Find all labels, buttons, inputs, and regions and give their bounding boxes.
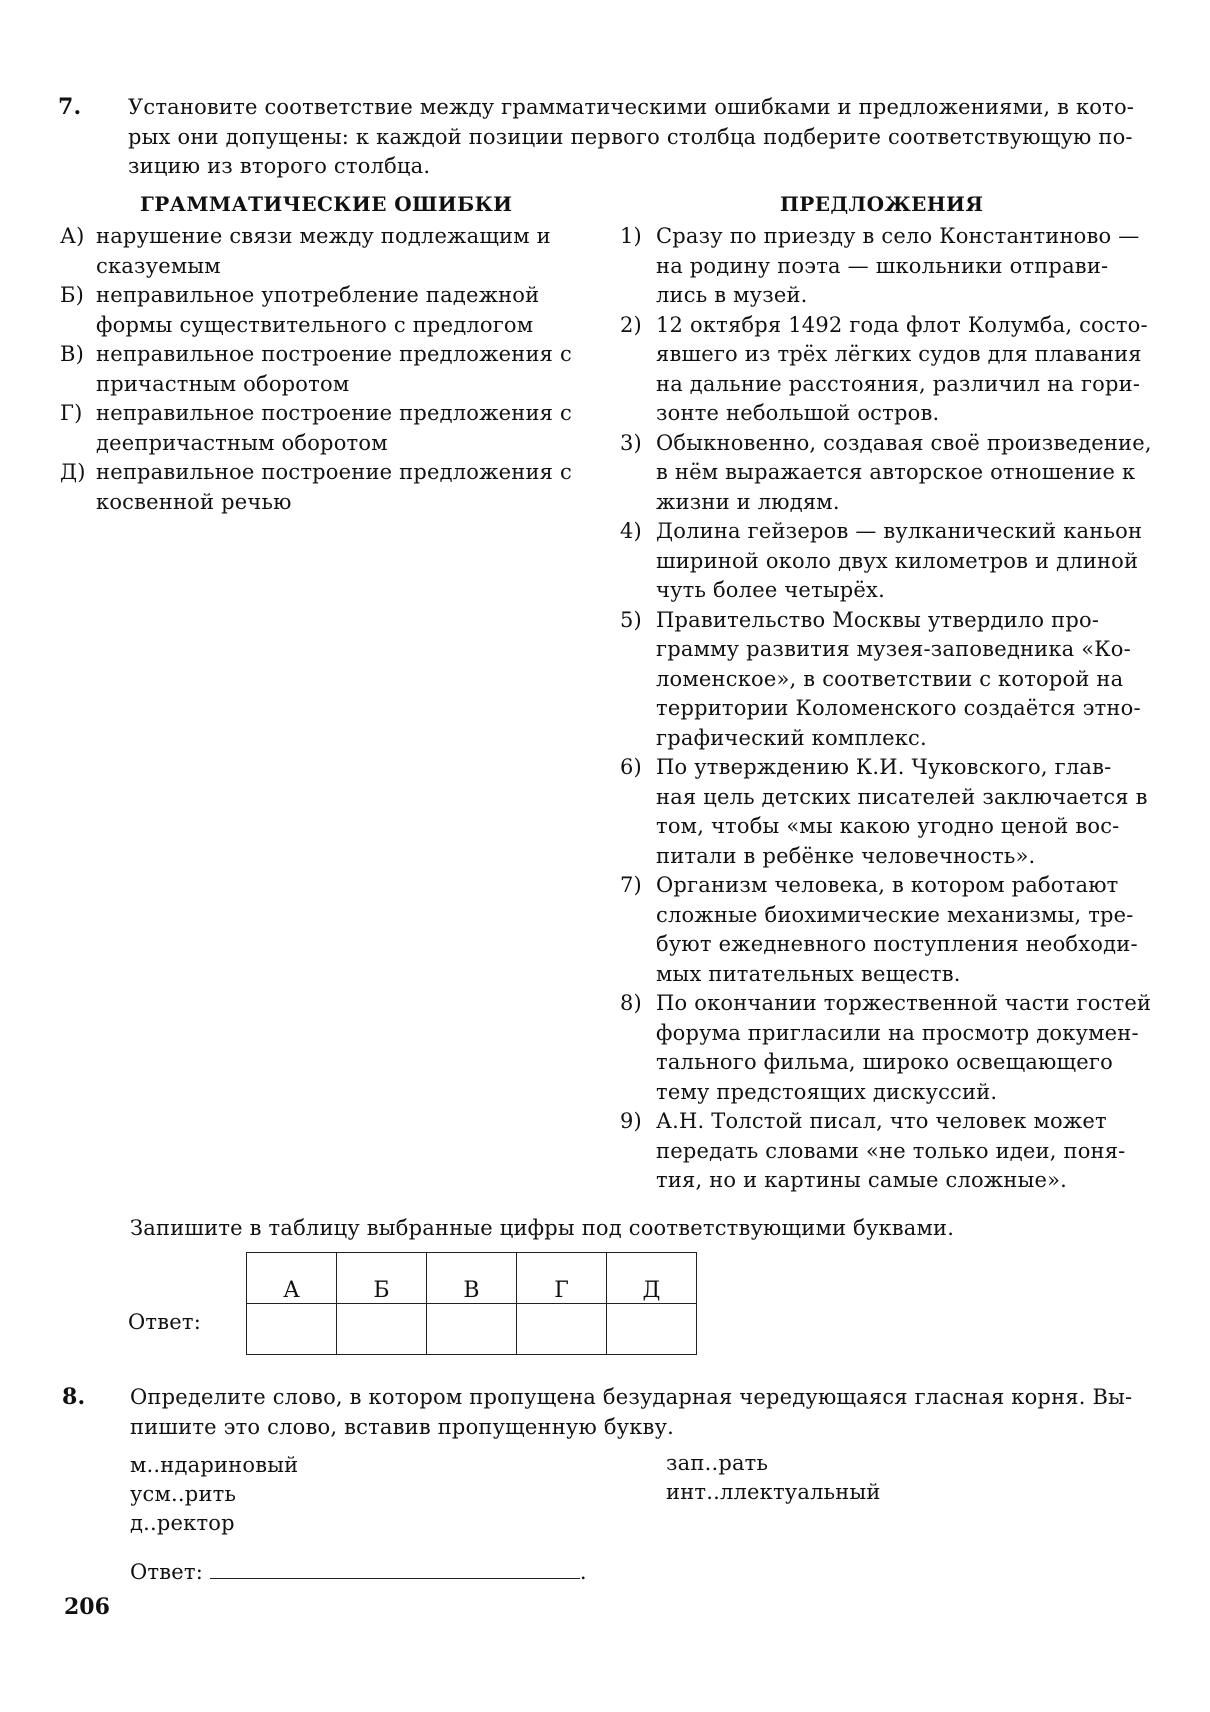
item-line: территории Коломенского создаётся этно- (656, 696, 1141, 720)
error-item (60, 399, 646, 458)
answer-cell-d[interactable] (607, 1304, 697, 1355)
task-8-intro (130, 1383, 1150, 1442)
item-line: форума пригласили на просмотр докумен- (656, 1020, 1139, 1045)
item-text (96, 399, 646, 458)
item-line: Сразу по приезду в село Константиново — (656, 224, 1140, 248)
sentence-item (620, 311, 1156, 429)
item-line: причастным оборотом (96, 371, 350, 396)
item-line: тему предстоящих дискуссий. (656, 1079, 998, 1104)
item-label: 5) (620, 607, 642, 632)
item-line: Обыкновенно, создавая своё произведение, (656, 430, 1152, 455)
item-line: том, чтобы «мы какою угодно ценой вос- (656, 814, 1120, 838)
item-line: мых питательных веществ. (656, 961, 961, 986)
item-line: передать словами «не только идеи, поня- (656, 1138, 1126, 1163)
item-label: В) (60, 342, 85, 366)
intro-line: рых они допущены: к каждой позиции первого столбца подберите соответствующую по- (128, 124, 1133, 149)
answer-period: . (579, 1560, 587, 1584)
answer-line[interactable] (210, 1556, 580, 1579)
item-line: явшего из трёх лёгких судов для плавания (656, 342, 1142, 366)
error-item (60, 281, 646, 340)
sentence-item (620, 989, 1156, 1107)
item-line: в нём выражается авторское отношение к (656, 460, 1136, 484)
answer-label: Ответ: (130, 1560, 203, 1584)
item-text (96, 458, 646, 517)
item-text (656, 311, 1156, 429)
item-line: лись в музей. (656, 283, 808, 307)
item-text (656, 871, 1156, 989)
word-option: инт..ллектуальный (666, 1480, 881, 1504)
intro-line: зицию из второго столбца. (128, 154, 431, 178)
word-option: д..ректор (130, 1511, 235, 1535)
task-7-intro (128, 93, 1148, 182)
item-label: 1) (620, 224, 642, 248)
table-instruction: Запишите в таблицу выбранные цифры под соответствующими буквами. (130, 1216, 955, 1240)
item-text (656, 429, 1156, 518)
item-line: чуть более четырёх. (656, 578, 885, 602)
item-line: ная цель детских писателей заключается в (656, 784, 1148, 809)
sentence-item (620, 606, 1156, 754)
item-line: По утверждению К.И. Чуковского, глав- (656, 755, 1112, 779)
item-line: питали в ребёнке человечность». (656, 843, 1036, 868)
item-line: По окончании торжественной части гостей (656, 991, 1152, 1015)
item-line: Долина гейзеров — вулканический каньон (656, 519, 1143, 543)
item-label: 3) (620, 430, 642, 455)
item-line: шириной около двух километров и длиной (656, 548, 1139, 573)
answer-table-header (247, 1253, 697, 1304)
item-text (656, 222, 1156, 311)
item-text (96, 222, 646, 281)
item-line: нарушение связи между подлежащим и (96, 224, 551, 248)
item-line: зонте небольшой остров. (656, 401, 940, 425)
item-text (656, 989, 1156, 1107)
error-item (60, 458, 646, 517)
answer-label: Ответ: (128, 1310, 201, 1334)
item-text (96, 340, 646, 399)
word-option: усм..рить (130, 1482, 237, 1506)
word-option: м..ндариновый (130, 1453, 299, 1477)
item-line: 12 октября 1492 года флот Колумба, состо- (656, 312, 1148, 337)
item-line: графический комплекс. (656, 725, 927, 750)
item-text (656, 753, 1156, 871)
sentence-item (620, 429, 1156, 518)
item-label: А) (60, 224, 85, 248)
item-line: грамму развития музея-заповедника «Ко- (656, 637, 1131, 661)
item-label: 4) (620, 519, 642, 543)
item-line: неправильное построение предложения с (96, 342, 572, 366)
item-line: формы существительного с предлогом (96, 312, 534, 337)
item-line: тального фильма, широко освещающего (656, 1050, 1113, 1074)
item-line: неправильное употребление падежной (96, 283, 540, 307)
item-label: 7) (620, 873, 642, 897)
answer-cell-v[interactable] (427, 1304, 517, 1355)
item-line: буют ежедневного поступления необходи- (656, 932, 1138, 956)
sentence-item (620, 1107, 1156, 1196)
answer-table-row (247, 1304, 697, 1355)
answer-cell-g[interactable] (517, 1304, 607, 1355)
answer-cell-b[interactable] (337, 1304, 427, 1355)
item-label: Б) (60, 283, 85, 307)
item-line: сложные биохимические механизмы, тре- (656, 902, 1134, 927)
page-number: 206 (64, 1594, 110, 1620)
sentence-item (620, 871, 1156, 989)
sentence-item (620, 753, 1156, 871)
column-header: Б (337, 1253, 427, 1304)
item-line: А.Н. Толстой писал, что человек может (656, 1109, 1107, 1133)
answer-table (246, 1252, 697, 1355)
column-header: Д (607, 1253, 697, 1304)
item-text (656, 517, 1156, 606)
error-item (60, 340, 646, 399)
item-label: Г) (60, 401, 83, 425)
item-line: жизни и людям. (656, 489, 840, 514)
column-header: Г (517, 1253, 607, 1304)
item-label: 8) (620, 991, 642, 1015)
item-line: на дальние расстояния, различил на гори- (656, 371, 1141, 396)
item-label: 9) (620, 1109, 642, 1133)
item-line: неправильное построение предложения с (96, 401, 572, 425)
item-text (656, 1107, 1156, 1196)
item-text (656, 606, 1156, 754)
item-label: 2) (620, 312, 642, 337)
intro-line: Определите слово, в котором пропущена безударная чередующаяся гласная корня. Вы- (130, 1385, 1133, 1409)
item-label: Д) (60, 460, 86, 484)
errors-column-header: ГРАММАТИЧЕСКИЕ ОШИБКИ (140, 192, 513, 216)
column-header: В (427, 1253, 517, 1304)
item-line: неправильное построение предложения с (96, 460, 572, 484)
item-line: Организм человека, в котором работают (656, 873, 1119, 897)
answer-cell-a[interactable] (247, 1304, 337, 1355)
item-line: Правительство Москвы утвердило про- (656, 607, 1100, 632)
item-label: 6) (620, 755, 642, 779)
task-7-number: 7. (58, 94, 82, 120)
item-line: на родину поэта — школьники отправи- (656, 253, 1109, 278)
sentence-item (620, 517, 1156, 606)
item-text (96, 281, 646, 340)
task-8-number: 8. (62, 1384, 86, 1410)
item-line: тия, но и картины самые сложные». (656, 1168, 1068, 1192)
item-line: деепричастным оборотом (96, 430, 388, 455)
sentences-column-header: ПРЕДЛОЖЕНИЯ (780, 192, 984, 216)
word-option: зап..рать (666, 1451, 769, 1475)
task-8-answer (130, 1556, 587, 1588)
item-line: ломенское», в соответствии с которой на (656, 666, 1124, 691)
column-header: А (247, 1253, 337, 1304)
sentence-item (620, 222, 1156, 311)
intro-line: Установите соответствие между грамматическими ошибками и предложениями, в кото- (128, 95, 1135, 119)
item-line: сказуемым (96, 253, 221, 278)
item-line: косвенной речью (96, 489, 292, 514)
error-item (60, 222, 646, 281)
intro-line: пишите это слово, вставив пропущенную букву. (130, 1414, 675, 1439)
